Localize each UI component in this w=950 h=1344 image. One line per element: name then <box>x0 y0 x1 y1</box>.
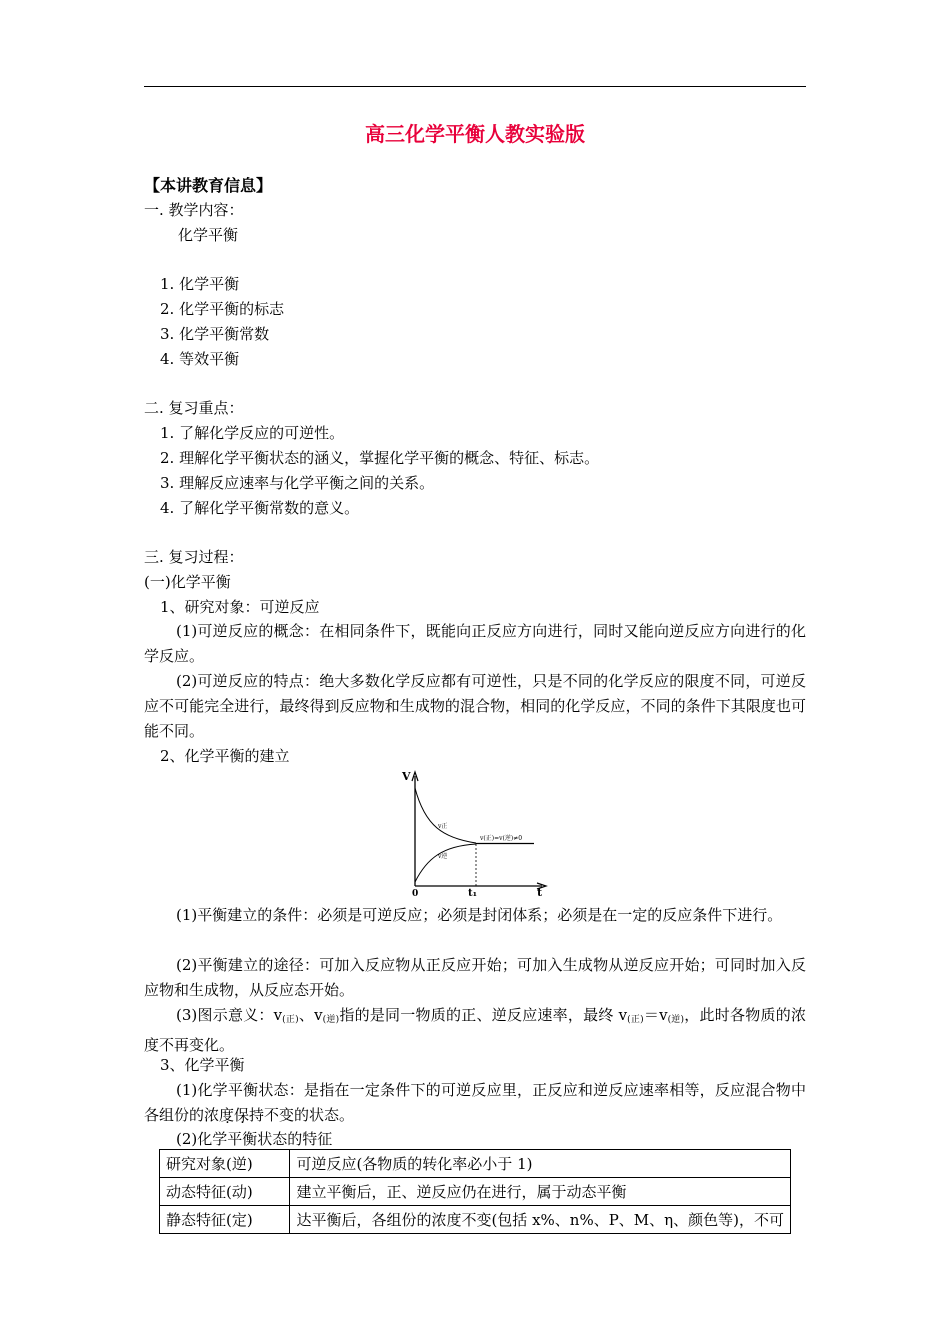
point-heading: 2、化学平衡的建立 <box>160 747 290 765</box>
series-label-forward: v正 <box>438 823 448 830</box>
point-heading: 1、研究对象：可逆反应 <box>160 598 320 616</box>
paragraph: (1)可逆反应的概念：在相同条件下，既能向正反应方向进行，同时又能向逆反应方向进行的化学反应。 <box>144 622 806 665</box>
table-cell: 建立平衡后，正、逆反应仍在进行，属于动态平衡 <box>290 1178 791 1206</box>
table-row <box>160 1206 791 1234</box>
subsection-heading: (一)化学平衡 <box>144 573 231 591</box>
chart-axes <box>412 772 546 889</box>
section2-item: 2. 理解化学平衡状态的涵义，掌握化学平衡的概念、特征、标志。 <box>160 449 600 467</box>
table-cell: 达平衡后，各组份的浓度不变(包括 x%、n%、P、M、η、颜色等)，不可 <box>290 1206 791 1234</box>
paragraph: (2)可逆反应的特点：绝大多数化学反应都有可逆性，只是不同的化学反应的限度不同，可逆反应不可能完全进行，最终得到反应物和生成物的混合物，相同的化学反应，不同的条件下其限度也可能不同。 <box>144 672 806 740</box>
section2-item: 1. 了解化学反应的可逆性。 <box>160 424 345 442</box>
emphasis-char: 度 <box>219 1106 235 1124</box>
section1-item: 1. 化学平衡 <box>160 275 240 293</box>
series-curve-reverse <box>415 844 476 882</box>
emphasis-char: 浓 <box>204 1106 220 1124</box>
section2-item: 3. 理解反应速率与化学平衡之间的关系。 <box>160 474 435 492</box>
info-heading: 【本讲教育信息】 <box>144 176 273 195</box>
x-axis-label: t <box>537 886 543 899</box>
section2-heading: 二. 复习重点： <box>144 399 244 417</box>
paragraph: (2)平衡建立的途径：可加入反应物从正反应开始；可加入生成物从逆反应开始；可同时加入反应物和生成物，从反应态开始。 <box>144 956 806 999</box>
table-cell: 可逆反应(各物质的转化率必小于 1) <box>290 1150 791 1178</box>
table-row <box>160 1178 791 1206</box>
table-row <box>160 1150 791 1178</box>
y-axis-label: V <box>402 770 411 783</box>
section2-item: 4. 了解化学平衡常数的意义。 <box>160 499 360 517</box>
paragraph: (1)平衡建立的条件：必须是可逆反应；必须是封闭体系；必须是在一定的反应条件下进行。 <box>176 906 783 924</box>
equilibrium-annotation: v(正)=v(逆)≠0 <box>480 835 523 842</box>
paragraph: (3)图示意义：$v_{(正)}$、$v_{(逆)}$指的是同一物质的正、逆反应速率，最终 $v_{(正)}=v_{(逆)}$，此时各物质的浓度不再变化。 <box>144 1006 806 1054</box>
page-title: 高三化学平衡人教实验版 <box>365 122 585 146</box>
origin-label: 0 <box>412 889 419 899</box>
section1-item: 2. 化学平衡的标志 <box>160 300 285 318</box>
rate-time-chart <box>398 766 558 900</box>
table-cell: 研究对象(逆) <box>160 1150 290 1178</box>
series-curve-forward <box>415 788 476 843</box>
section3-heading: 三. 复习过程： <box>144 548 244 566</box>
t1-tick-label: t₁ <box>468 888 477 899</box>
equilibrium-features-table <box>159 1149 791 1234</box>
section1-item: 3. 化学平衡常数 <box>160 325 270 343</box>
table-caption: (2)化学平衡状态的特征 <box>176 1130 333 1148</box>
series-label-reverse: v逆 <box>438 853 448 860</box>
table-cell: 静态特征(定) <box>160 1206 290 1234</box>
paragraph: (1)化学平衡状态：是指在一定条件下的可逆反应里，正反应和逆反应速率相等，反应混合物中各组份的浓度保持不变的状态。 <box>144 1081 806 1124</box>
point-heading: 3、化学平衡 <box>160 1056 245 1074</box>
section1-heading: 一. 教学内容： <box>144 201 244 219</box>
table-cell: 动态特征(动) <box>160 1178 290 1206</box>
section1-topic: 化学平衡 <box>178 226 239 244</box>
header-rule <box>144 86 806 87</box>
section1-item: 4. 等效平衡 <box>160 350 240 368</box>
